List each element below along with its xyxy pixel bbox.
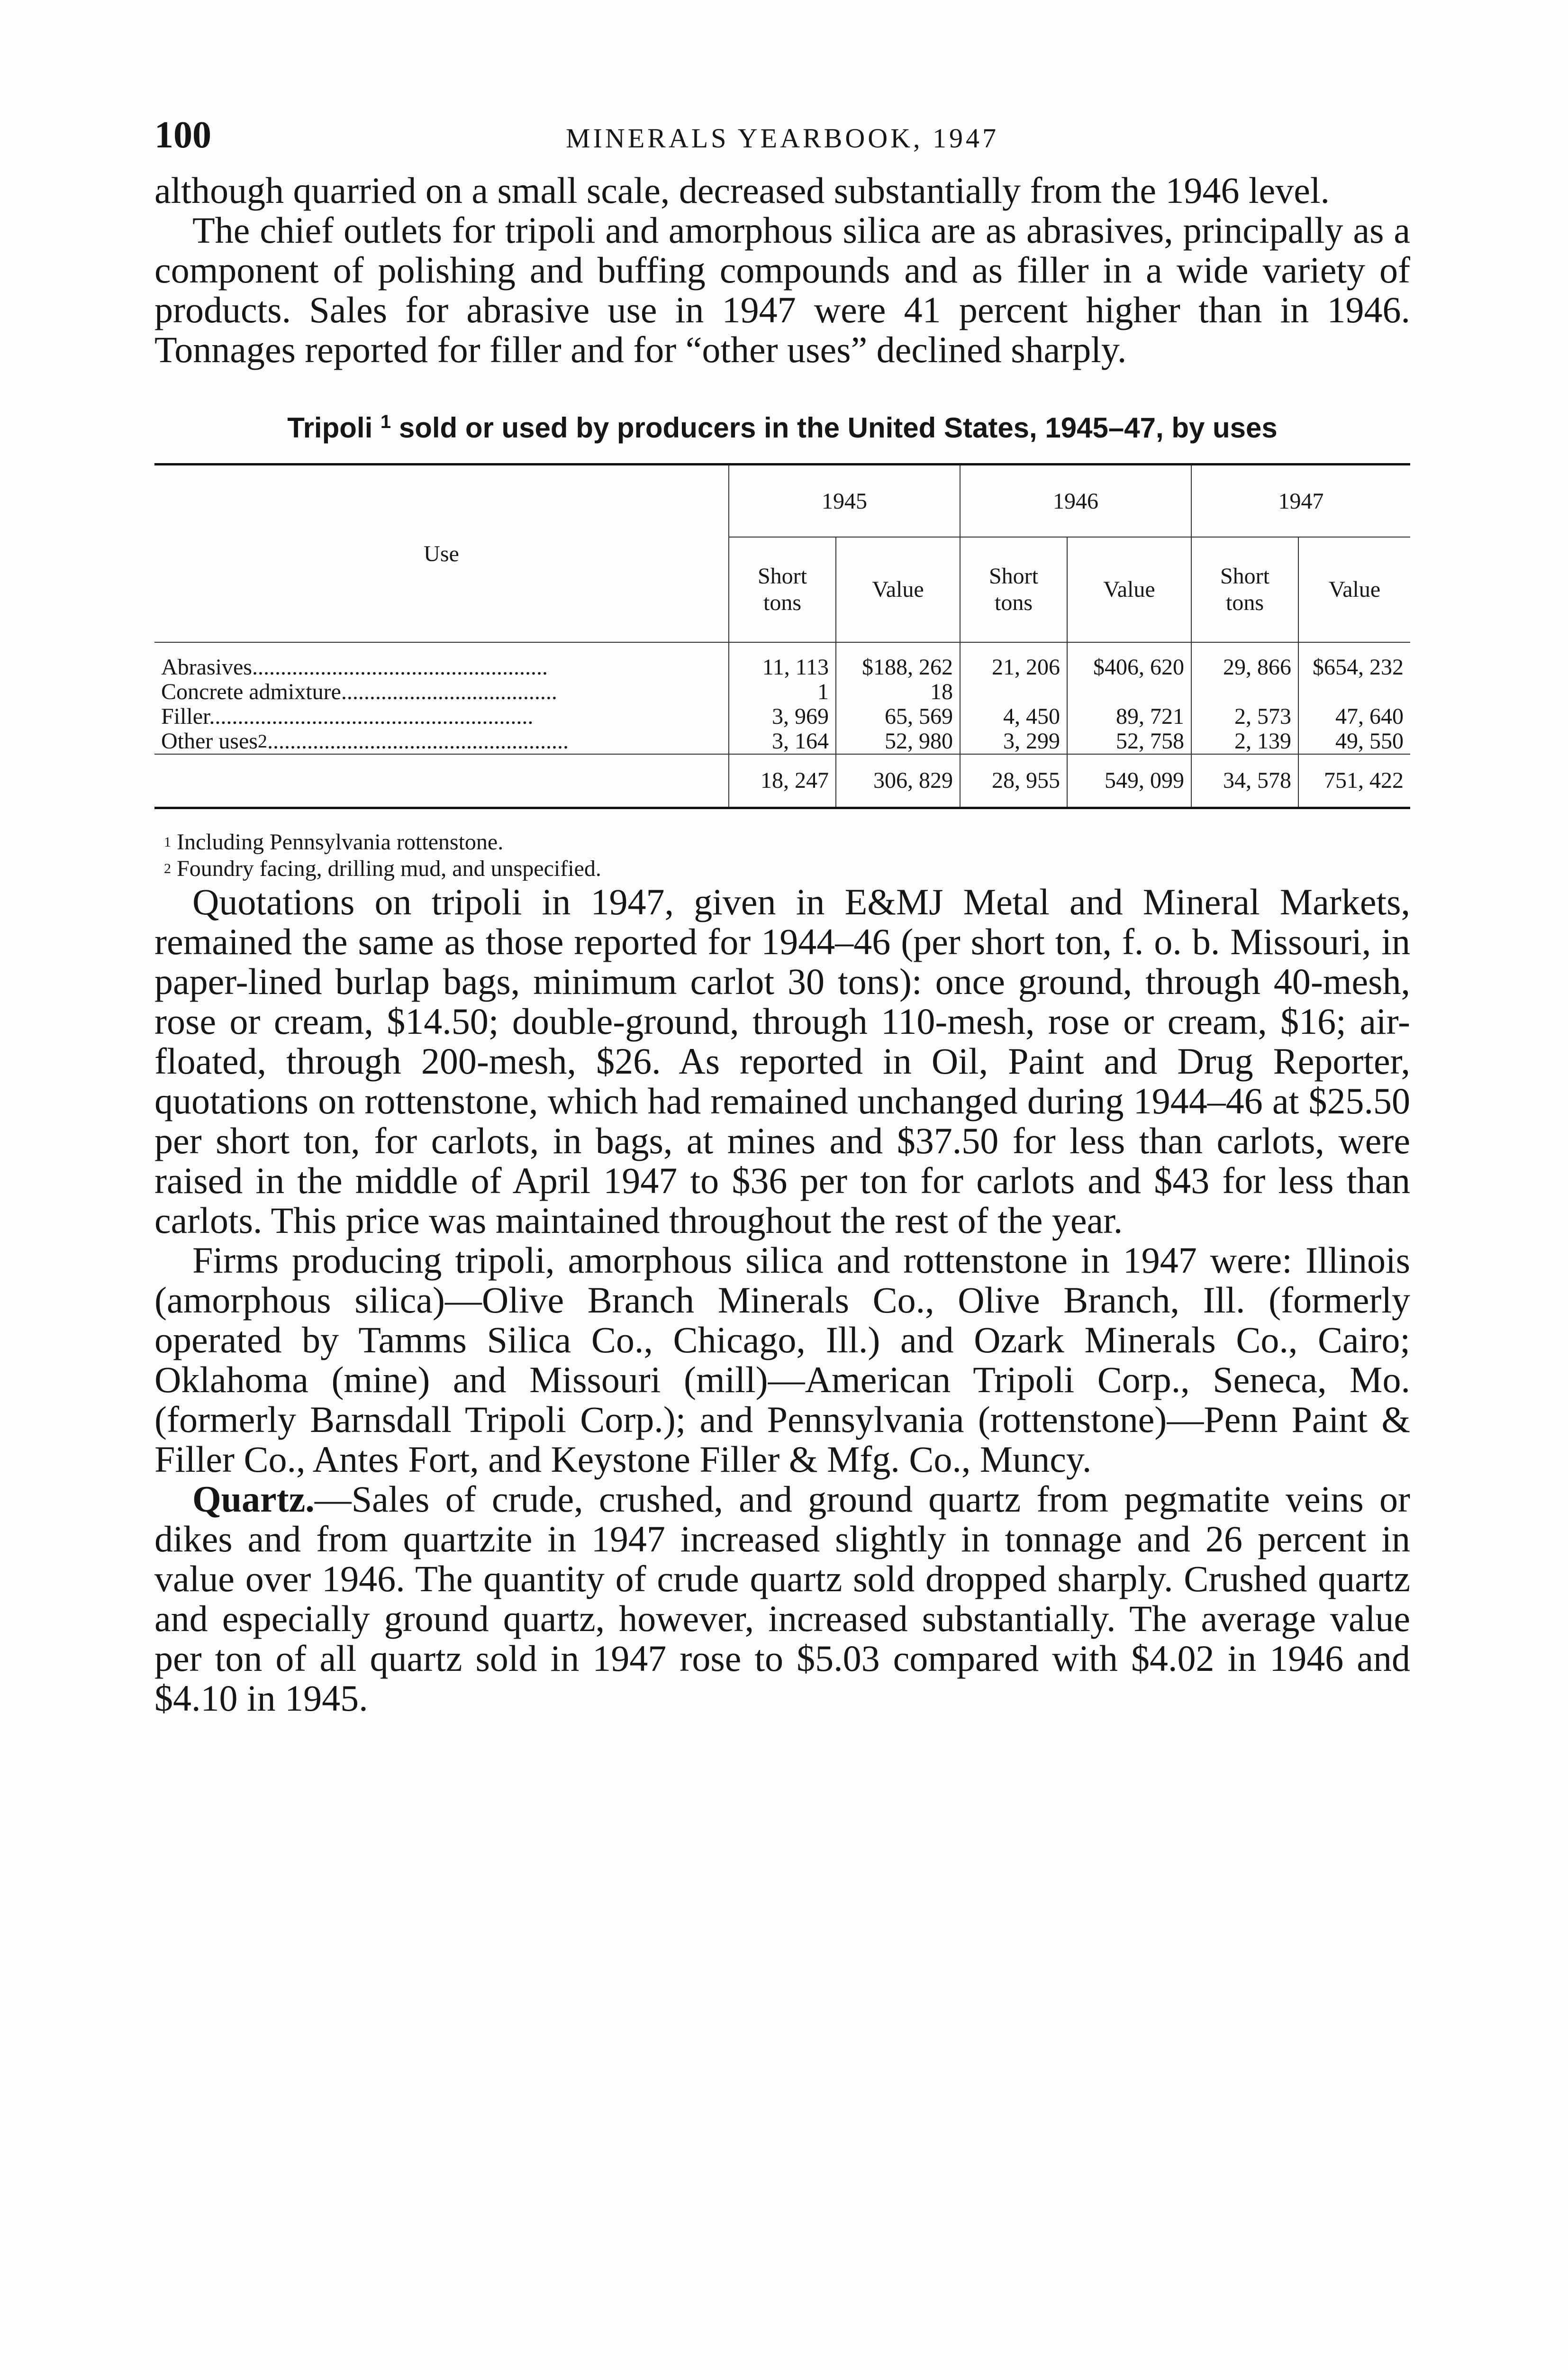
table-cell: $406, 620	[1067, 642, 1191, 680]
paragraph-firms: Firms producing tripoli, amorphous silica and rottenstone in 1947 were: Illinois (amorphous silica)—Olive Branch Minerals Co., Olive Branch, Ill. (formerly operated by Tamms Silica Co., Chicago, Ill.) and Ozark Minerals Co., Cairo; Oklahoma (mine) and Missouri (mill)—American Tripoli Corp., Seneca, Mo. (formerly Barnsdall Tripoli Corp.); and Pennsylvania (rottenstone)—Penn Paint & Filler Co., Antes Fort, and Keystone Filler & Mfg. Co., Muncy.	[154, 1240, 1410, 1480]
leader-dots: ....................................................	[252, 655, 548, 680]
column-header-value: Value	[1298, 537, 1410, 642]
total-cell: 549, 099	[1067, 754, 1191, 808]
table-cell: 1	[729, 680, 836, 704]
row-label-text: Filler	[161, 704, 209, 729]
table-cell: 52, 980	[836, 729, 960, 754]
column-header-year: 1945	[729, 465, 960, 538]
paragraph-quartz	[154, 1479, 1410, 1718]
column-header-short-tons: Short tons	[1191, 537, 1298, 642]
table-caption	[154, 411, 1410, 444]
column-header-short-tons: Short tons	[960, 537, 1067, 642]
caption-rest: sold or used by producers in the United States, 1945–47, by uses	[399, 412, 1278, 444]
quartz-text: —Sales of crude, crushed, and ground quartz from pegmatite veins or dikes and from quartzite in 1947 increased slightly in tonnage and 26 percent in value over 1946. The quantity of crude quartz sold dropped sharply. Crushed quartz and especially ground quartz, however, increased substantially. The average value per ton of all quartz sold in 1947 rose to $5.03 compared with $4.02 in 1946 and $4.10 in 1945.	[154, 1478, 1410, 1719]
table-cell: 29, 866	[1191, 642, 1298, 680]
row-label-text: Other uses	[161, 729, 258, 754]
row-label-text: Concrete admixture	[161, 679, 341, 704]
table-body	[154, 642, 1410, 808]
table-cell	[1067, 680, 1191, 704]
footnote	[154, 829, 1410, 856]
caption-lead: Tripoli	[287, 412, 373, 444]
table-total-row	[154, 754, 1410, 808]
footnote-ref: 1	[164, 834, 171, 850]
quartz-heading: Quartz.	[192, 1478, 315, 1520]
table-cell: 3, 164	[729, 729, 836, 754]
total-cell: 28, 955	[960, 754, 1067, 808]
total-label-cell	[154, 754, 729, 808]
footnote	[154, 856, 1410, 882]
table-cell: 89, 721	[1067, 704, 1191, 729]
table-cell: 52, 758	[1067, 729, 1191, 754]
running-title: MINERALS YEARBOOK, 1947	[565, 123, 999, 154]
table-cell: 49, 550	[1298, 729, 1410, 754]
leader-dots: .....................................................	[267, 729, 569, 754]
paragraph-continued: although quarried on a small scale, decreased substantially from the 1946 level.	[154, 170, 1330, 211]
tripoli-uses-table	[154, 463, 1410, 809]
table-cell: 21, 206	[960, 642, 1067, 680]
table-cell: 2, 139	[1191, 729, 1298, 754]
row-label	[154, 680, 729, 704]
table-cell: 3, 969	[729, 704, 836, 729]
column-header-short-tons: Short tons	[729, 537, 836, 642]
table-cell	[960, 680, 1067, 704]
table-row	[154, 680, 1410, 704]
footnote-text: Including Pennsylvania rottenstone.	[177, 830, 504, 855]
page-number: 100	[154, 114, 211, 156]
total-cell: 751, 422	[1298, 754, 1410, 808]
total-cell: 34, 578	[1191, 754, 1298, 808]
caption-footnote-ref: 1	[380, 411, 391, 432]
total-cell: 306, 829	[836, 754, 960, 808]
table-cell: 47, 640	[1298, 704, 1410, 729]
row-label-text: Abrasives	[161, 655, 252, 680]
column-header-year: 1946	[960, 465, 1191, 538]
column-header-value: Value	[1067, 537, 1191, 642]
column-header-use: Use	[154, 465, 729, 643]
total-cell: 18, 247	[729, 754, 836, 808]
table-row	[154, 704, 1410, 729]
table-cell: $188, 262	[836, 642, 960, 680]
table-cell	[1191, 680, 1298, 704]
document-page	[154, 114, 1410, 1718]
table-footnotes	[154, 829, 1410, 882]
paragraph-outlets: The chief outlets for tripoli and amorphous silica are as abrasives, principally as a component of polishing and buffing compounds and as filler in a wide variety of products. Sales for abrasive use in 1947 were 41 percent higher than in 1946. Tonnages reported for filler and for “other uses” declined sharply.	[154, 210, 1410, 370]
footnote-text: Foundry facing, drilling mud, and unspecified.	[177, 856, 601, 881]
page-header	[154, 114, 1410, 171]
footnote-ref: 2	[164, 861, 171, 876]
table-cell: 4, 450	[960, 704, 1067, 729]
table-cell: 3, 299	[960, 729, 1067, 754]
table-row	[154, 729, 1410, 754]
table-cell: $654, 232	[1298, 642, 1410, 680]
leader-dots: .........................................................	[209, 704, 534, 729]
table-cell: 18	[836, 680, 960, 704]
row-footnote-ref: 2	[257, 730, 267, 752]
table-cell: 11, 113	[729, 642, 836, 680]
column-header-year: 1947	[1191, 465, 1410, 538]
column-header-value: Value	[836, 537, 960, 642]
row-label	[154, 704, 729, 729]
leader-dots: ......................................	[341, 679, 557, 704]
table-cell: 65, 569	[836, 704, 960, 729]
table-cell	[1298, 680, 1410, 704]
paragraph-quotations: Quotations on tripoli in 1947, given in E&MJ Metal and Mineral Markets, remained the same as those reported for 1944–46 (per short ton, f. o. b. Missouri, in paper-lined burlap bags, minimum carlot 30 tons): once ground, through 40-mesh, rose or cream, $14.50; double-ground, through 110-mesh, rose or cream, $16; air-floated, through 200-mesh, $26. As reported in Oil, Paint and Drug Reporter, quotations on rottenstone, which had remained unchanged during 1944–46 at $25.50 per short ton, for carlots, in bags, at mines and $37.50 for less than carlots, were raised in the middle of April 1947 to $36 per ton for carlots and $43 for less than carlots. This price was maintained throughout the rest of the year.	[154, 881, 1410, 1241]
row-label	[154, 729, 729, 754]
row-label	[154, 642, 729, 680]
table-cell: 2, 573	[1191, 704, 1298, 729]
table-row	[154, 642, 1410, 680]
